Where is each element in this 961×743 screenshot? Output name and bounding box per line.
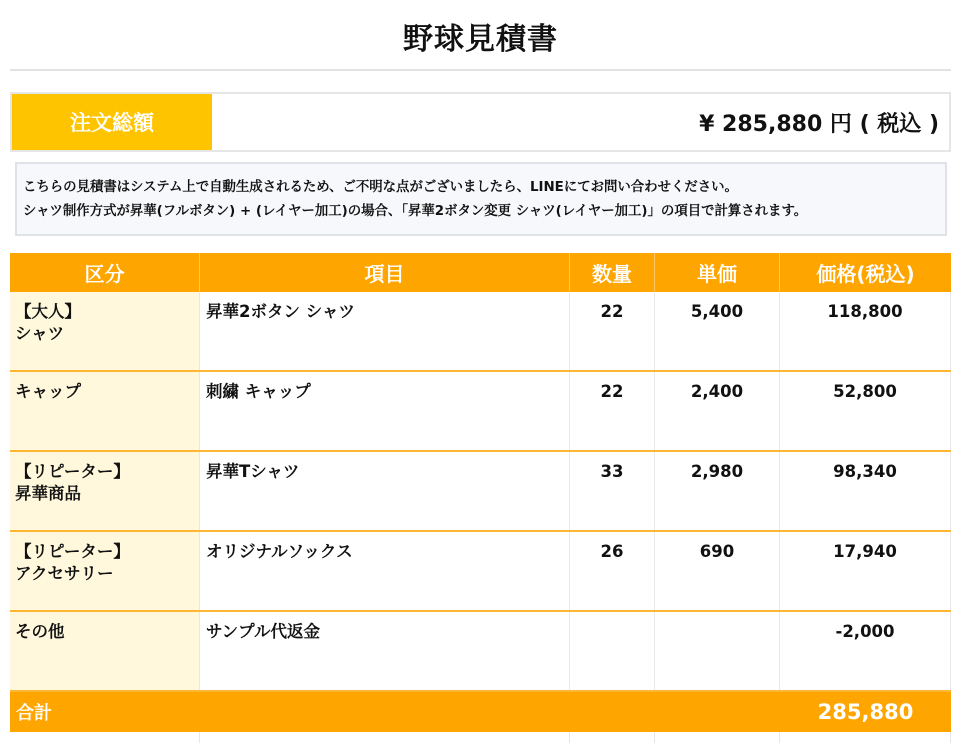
title-divider [10,69,951,71]
row-item: 刺繍 キャップ [200,372,570,450]
category-line-1: 【リピーター】 [15,542,130,561]
row-item: 昇華Tシャツ [200,452,570,530]
header-category: 区分 [10,253,200,292]
row-category [10,372,200,450]
row-price: 52,800 [780,372,951,450]
category-line-2: シャツ [15,324,65,343]
category-line-2: 昇華商品 [15,484,81,503]
category-line-1: 【リピーター】 [15,462,130,481]
row-category [10,612,200,690]
row-item: オリジナルソックス [200,532,570,610]
row-qty: 22 [570,372,655,450]
table-row [10,452,951,532]
header-price: 価格(税込) [816,262,915,286]
table-row [10,292,951,372]
row-unit-price: 2,400 [655,372,780,450]
category-line-1: その他 [15,622,65,641]
page-title: 野球見積書 [403,22,558,57]
row-qty: 33 [570,452,655,530]
row-price: -2,000 [780,612,951,690]
row-category [10,452,200,530]
table-header-row [10,253,951,292]
header-unit-price: 単価 [655,253,780,292]
row-price: 98,340 [780,452,951,530]
category-line-1: キャップ [15,382,81,401]
notice-line-1: こちらの見積書はシステム上で自動生成されるため、ご不明な点がございましたら、LINEにてお問い合わせください。 [23,180,738,195]
header-qty: 数量 [570,253,655,292]
table-sum-row [10,692,951,732]
row-price: 17,940 [780,532,951,610]
row-qty: 22 [570,292,655,370]
row-price: 118,800 [780,292,951,370]
row-qty [570,612,655,690]
row-item: サンプル代返金 [200,612,570,690]
category-line-1: 【大人】 [15,302,81,321]
row-qty: 26 [570,532,655,610]
order-total-value: ¥ 285,880 円 ( 税込 ) [699,111,939,137]
header-item: 項目 [200,253,570,292]
row-unit-price: 5,400 [655,292,780,370]
table-row [10,372,951,452]
table-row [10,612,951,692]
table-row [10,532,951,612]
sum-label: 合計 [16,703,52,724]
row-unit-price [655,612,780,690]
row-unit-price: 2,980 [655,452,780,530]
row-unit-price: 690 [655,532,780,610]
row-item: 昇華2ボタン シャツ [200,292,570,370]
order-total-box [10,92,951,152]
row-category [10,532,200,610]
row-category [10,292,200,370]
category-line-2: アクセサリー [15,564,114,583]
estimate-table [10,253,951,743]
order-total-label: 注文総額 [12,94,212,150]
table-tail [10,732,951,743]
notice-box [15,162,947,236]
sum-value: 285,880 [817,700,914,724]
notice-line-2: シャツ制作方式が昇華(フルボタン) + (レイヤー加工)の場合、「昇華2ボタン変更 シャツ(レイヤー加工)」の項目で計算されます。 [23,204,808,219]
